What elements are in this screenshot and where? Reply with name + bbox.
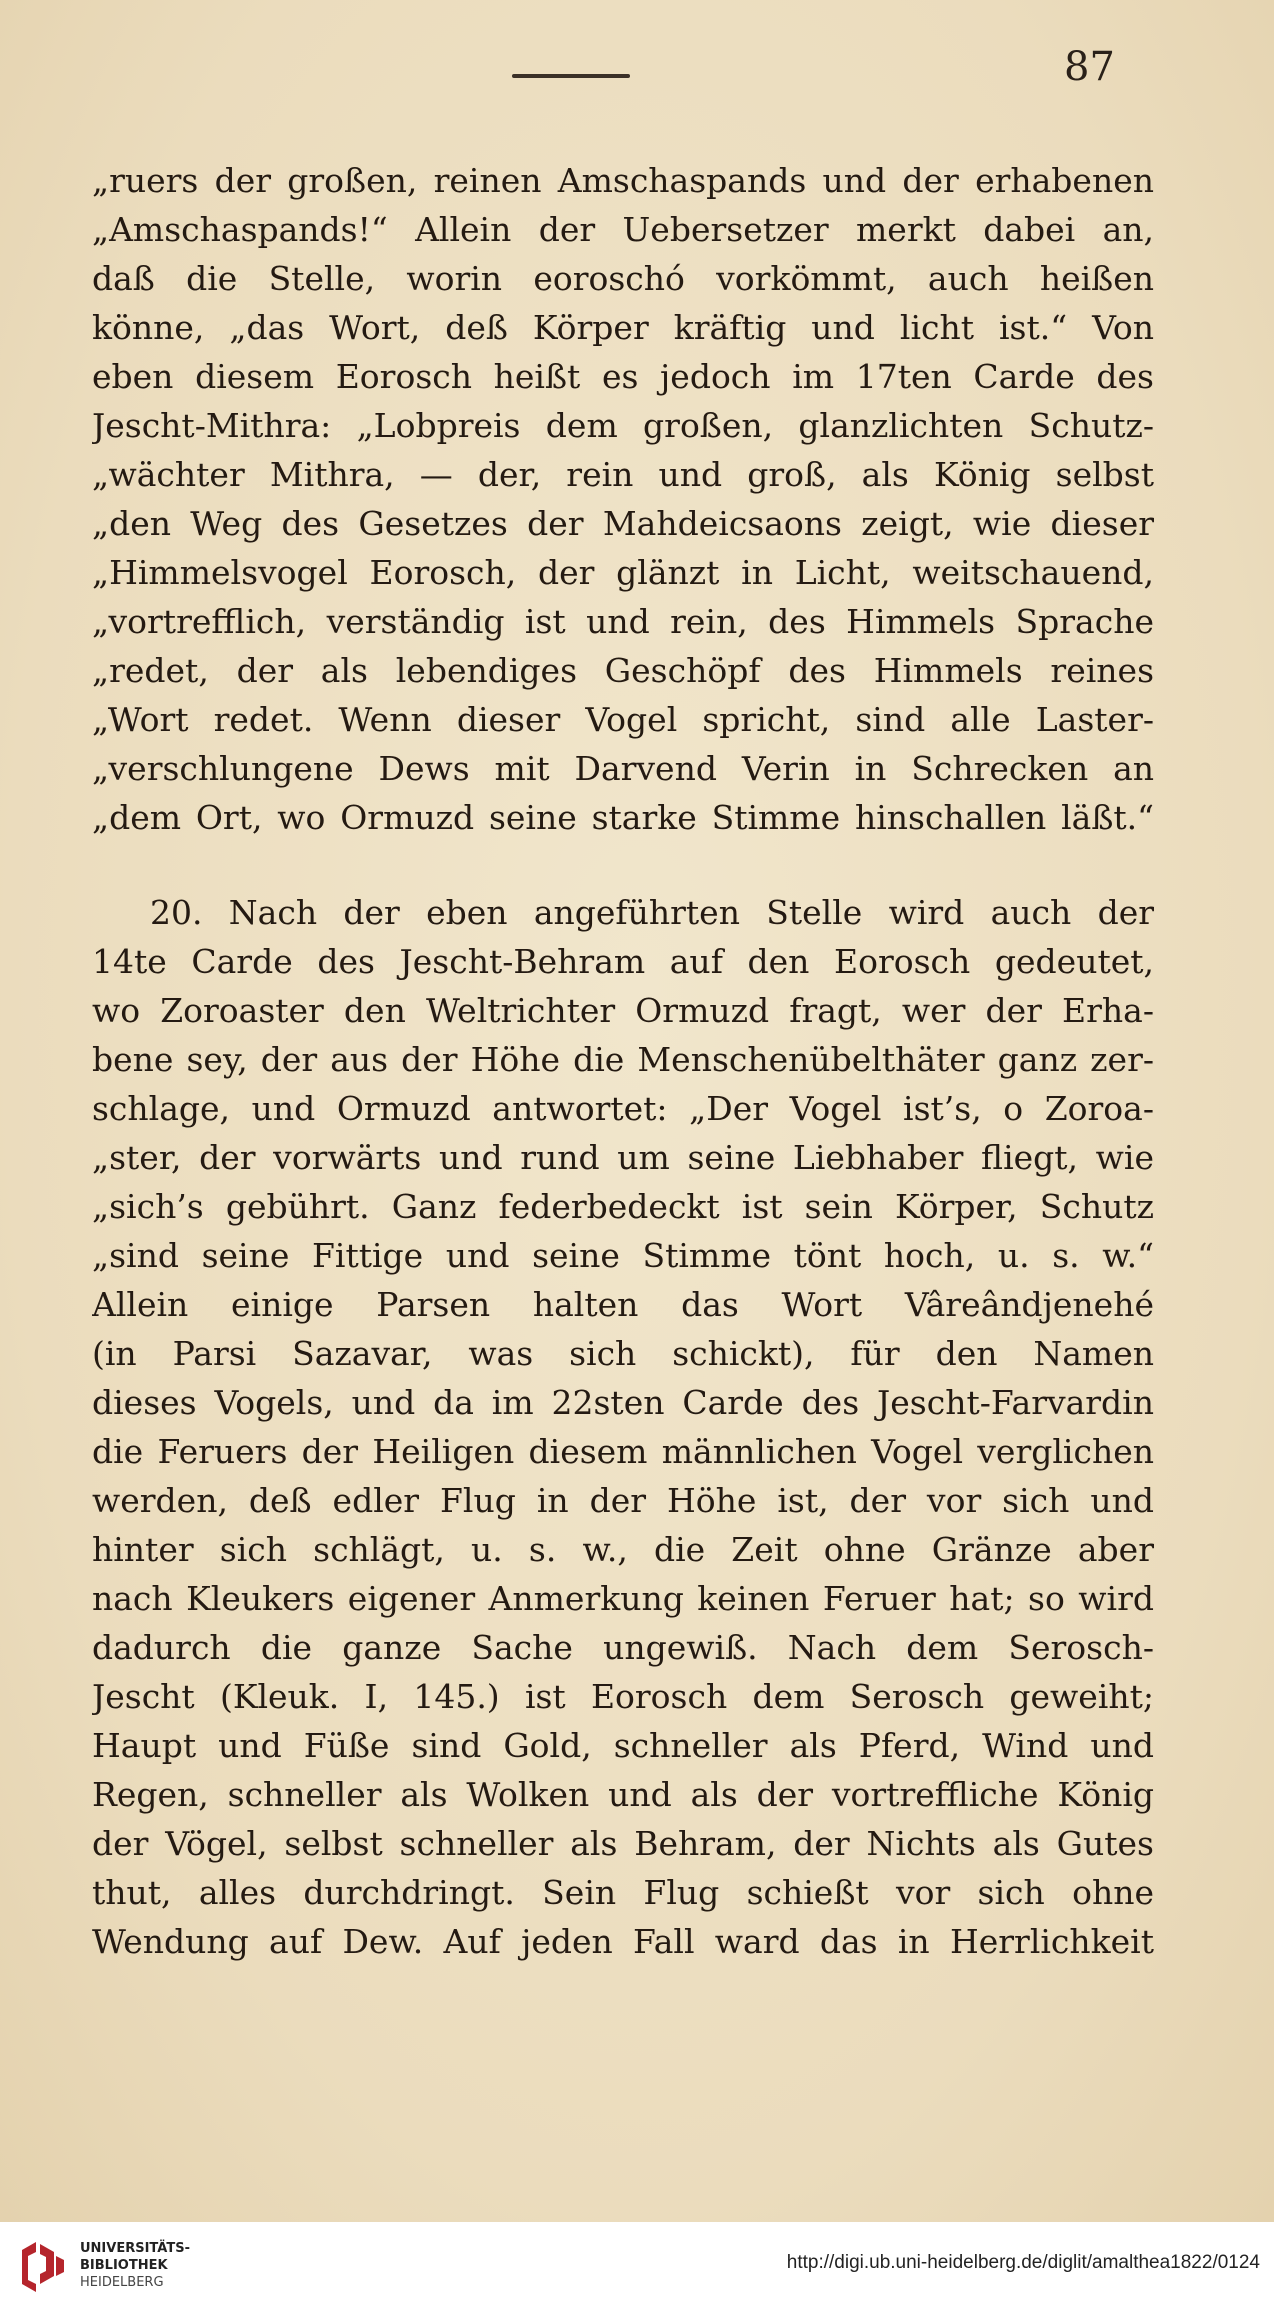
text-line: Jescht (Kleuk. I, 145.) ist Eorosch dem Serosch geweiht; [92, 1677, 1154, 1716]
text-line: hinter sich schlägt, u. s. w., die Zeit ohne Gränze aber [92, 1530, 1154, 1569]
text-line: „Himmelsvogel Eorosch, der glänzt in Licht, weitschauend, [92, 553, 1154, 592]
text-line: schlage, und Ormuzd antwortet: „Der Vogel ist’s, o Zoroa- [92, 1089, 1154, 1128]
footer [0, 2222, 1274, 2310]
text-line: Regen, schneller als Wolken und als der vortreffliche König [92, 1775, 1154, 1814]
paragraph-break [92, 842, 1154, 888]
text-line: Wendung auf Dew. Auf jeden Fall ward das in Herrlichkeit [92, 1922, 1154, 1961]
library-name-line-2: BIBLIOTHEK [80, 2258, 168, 2273]
text-line: wo Zoroaster den Weltrichter Ormuzd fragt, wer der Erha- [92, 991, 1154, 1030]
text-line: Allein einige Parsen halten das Wort Vâreândjenehé [92, 1285, 1154, 1324]
text-line: 20. Nach der eben angeführten Stelle wird auch der [150, 893, 1154, 932]
body-text [92, 156, 1154, 1966]
library-name [80, 2240, 190, 2291]
text-line: daß die Stelle, worin eoroschó vorkömmt, auch heißen [92, 259, 1154, 298]
text-line: „Wort redet. Wenn dieser Vogel spricht, sind alle Laster- [92, 700, 1154, 739]
text-line: eben diesem Eorosch heißt es jedoch im 17ten Carde des [92, 357, 1154, 396]
text-line: dieses Vogels, und da im 22sten Carde des Jescht-Farvardin [92, 1383, 1154, 1422]
text-line: (in Parsi Sazavar, was sich schickt), für den Namen [92, 1334, 1154, 1373]
text-line: bene sey, der aus der Höhe die Menschenübelthäter ganz zer- [92, 1040, 1154, 1079]
text-line: thut, alles durchdringt. Sein Flug schießt vor sich ohne [92, 1873, 1154, 1912]
text-line: „verschlungene Dews mit Darvend Verin in Schrecken an [92, 749, 1154, 788]
text-line: „Amschaspands!“ Allein der Uebersetzer merkt dabei an, [92, 210, 1154, 249]
page-number: 87 [1064, 44, 1115, 90]
text-line: die Feruers der Heiligen diesem männlichen Vogel verglichen [92, 1432, 1154, 1471]
text-line: könne, „das Wort, deß Körper kräftig und licht ist.“ Von [92, 308, 1154, 347]
text-line: „sind seine Fittige und seine Stimme tönt hoch, u. s. w.“ [92, 1236, 1154, 1275]
text-line: „redet, der als lebendiges Geschöpf des Himmels reines [92, 651, 1154, 690]
text-line: nach Kleukers eigener Anmerkung keinen Feruer hat; so wird [92, 1579, 1154, 1618]
library-name-line-3: HEIDELBERG [80, 2275, 164, 2290]
text-line: „wächter Mithra, — der, rein und groß, als König selbst [92, 455, 1154, 494]
text-line: dadurch die ganze Sache ungewiß. Nach dem Serosch- [92, 1628, 1154, 1667]
text-line: „ruers der großen, reinen Amschaspands und der erhabenen [92, 161, 1154, 200]
library-name-line-1: UNIVERSITÄTS- [80, 2241, 190, 2256]
header-rule [512, 74, 630, 78]
text-line: der Vögel, selbst schneller als Behram, der Nichts als Gutes [92, 1824, 1154, 1863]
text-line: „vortrefflich, verständig ist und rein, des Himmels Sprache [92, 602, 1154, 641]
text-line: „dem Ort, wo Ormuzd seine starke Stimme hinschallen läßt.“ [92, 798, 1154, 837]
source-url-link[interactable]: http://digi.ub.uni-heidelberg.de/diglit/amalthea1822/0124 [786, 2252, 1260, 2273]
text-line: „ster, der vorwärts und rund um seine Liebhaber fliegt, wie [92, 1138, 1154, 1177]
text-line: werden, deß edler Flug in der Höhe ist, der vor sich und [92, 1481, 1154, 1520]
library-logo-icon [12, 2236, 72, 2296]
text-line: „sich’s gebührt. Ganz federbedeckt ist sein Körper, Schutz [92, 1187, 1154, 1226]
text-line: Jescht-Mithra: „Lobpreis dem großen, glanzlichten Schutz- [92, 406, 1154, 445]
text-line: „den Weg des Gesetzes der Mahdeicsaons zeigt, wie dieser [92, 504, 1154, 543]
text-line: 14te Carde des Jescht-Behram auf den Eorosch gedeutet, [92, 942, 1154, 981]
text-line: Haupt und Füße sind Gold, schneller als Pferd, Wind und [92, 1726, 1154, 1765]
